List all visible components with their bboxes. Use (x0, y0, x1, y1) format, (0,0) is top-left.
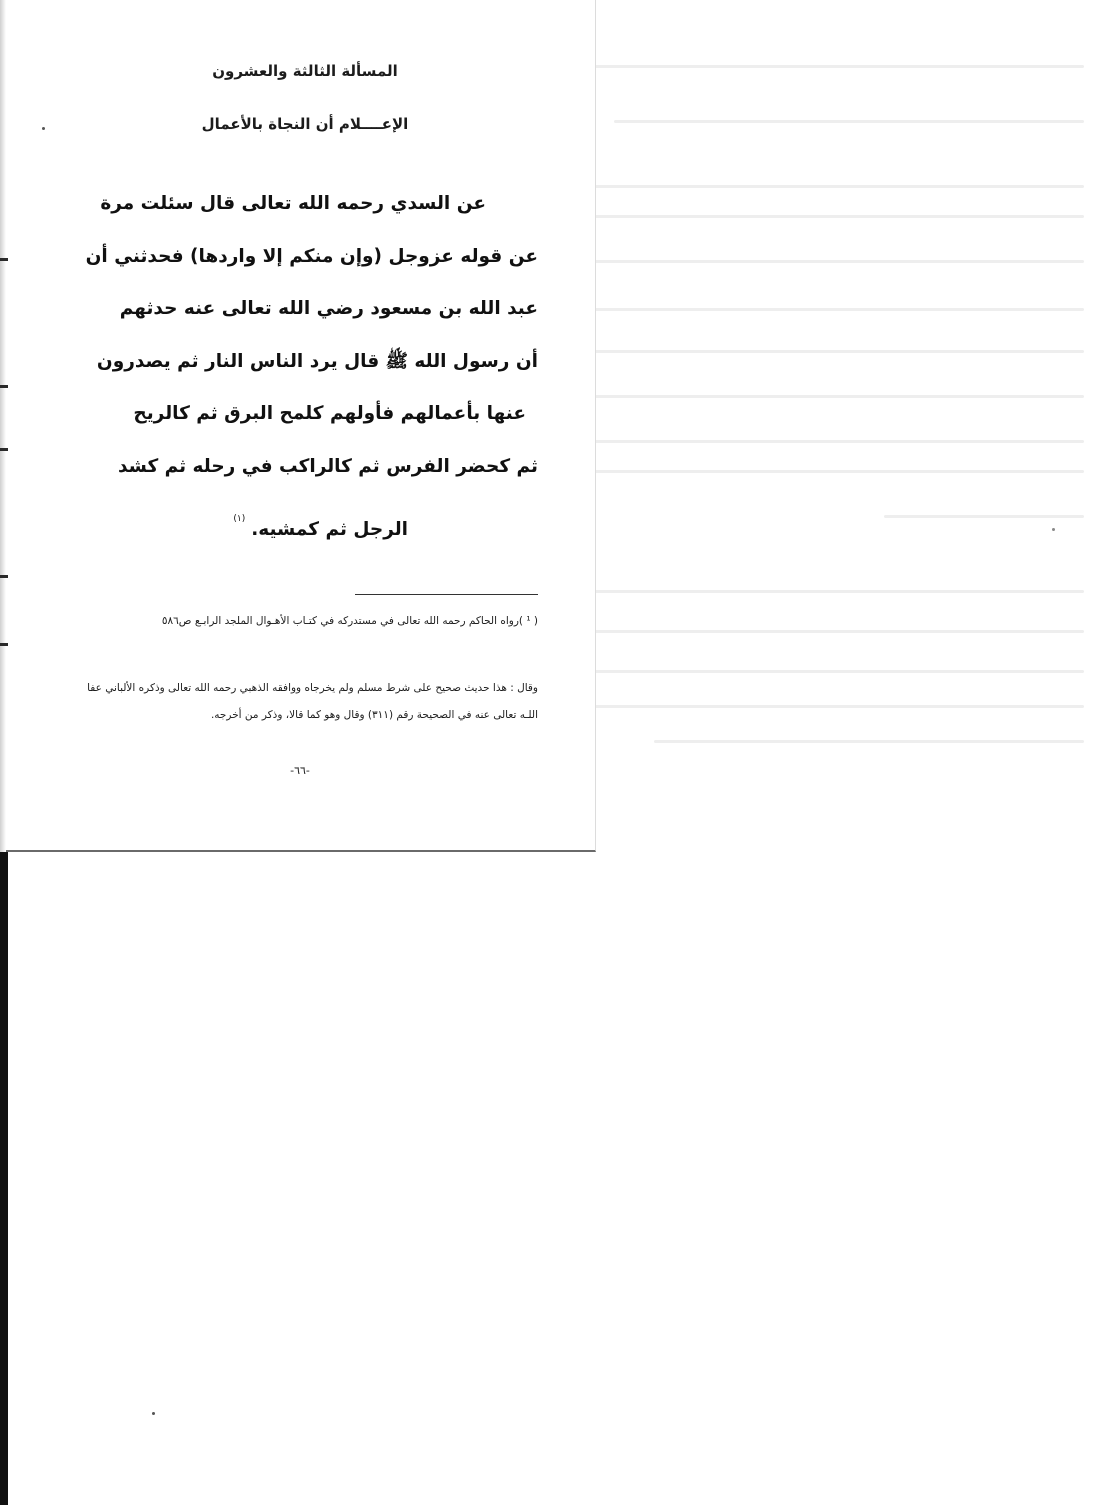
footnote-separator (355, 594, 538, 595)
binding-mark (0, 258, 8, 261)
bleed-through-text (540, 50, 1094, 750)
body-line: الرجل ثم كمشيه. (251, 519, 408, 540)
document-page (0, 0, 596, 852)
section-heading: المسألة الثالثة والعشرون (212, 62, 398, 80)
body-line: ثم كحضر الفرس ثم كالراكب في رحله ثم كشد (117, 455, 538, 477)
binding-mark (0, 575, 8, 578)
footnote: وقال : هذا حديث صحيح على شرط مسلم ولم يخرجاه ووافقه الذهبي رحمه الله تعالى وذكره الألباني عفا اللـه تعالى عنه في الصحيحة رقم (٣١١) وقال وهو كما قالا، وذكر من أخرجه. (87, 682, 538, 721)
body-line: أن رسول الله ﷺ قال يرد الناس النار ثم يصدرون (96, 350, 538, 372)
hadith-text (70, 178, 538, 557)
scan-speck (42, 127, 45, 130)
page-number: -٦٦- (290, 764, 310, 777)
body-line: عن قوله عزوجل (وإن منكم إلا واردها) فحدثني أن (85, 245, 538, 267)
body-line: عن السدي رحمه الله تعالى قال سئلت مرة (100, 193, 486, 214)
footnote: ( ¹ )رواه الحاكم رحمه الله تعالى في مستدركه في كتـاب الأهـوال الملجد الرابـع ص٥٨٦ (161, 615, 538, 627)
page-edge-shadow (0, 0, 6, 852)
binding-mark (0, 643, 8, 646)
body-line: عبد الله بن مسعود رضي الله تعالى عنه حدثهم (119, 298, 538, 319)
body-line-last (70, 493, 538, 557)
section-subheading: الإعــــلام أن النجاة بالأعمال (201, 115, 409, 133)
binding-mark (0, 448, 8, 451)
body-line: عنها بأعمالهم فأولهم كلمح البرق ثم كالريح (133, 403, 526, 424)
footnote-reference: (١) (233, 514, 246, 524)
scan-speck (1052, 528, 1055, 531)
scan-speck (152, 1412, 155, 1415)
binding-mark (0, 385, 8, 388)
scan-background (0, 852, 8, 1505)
